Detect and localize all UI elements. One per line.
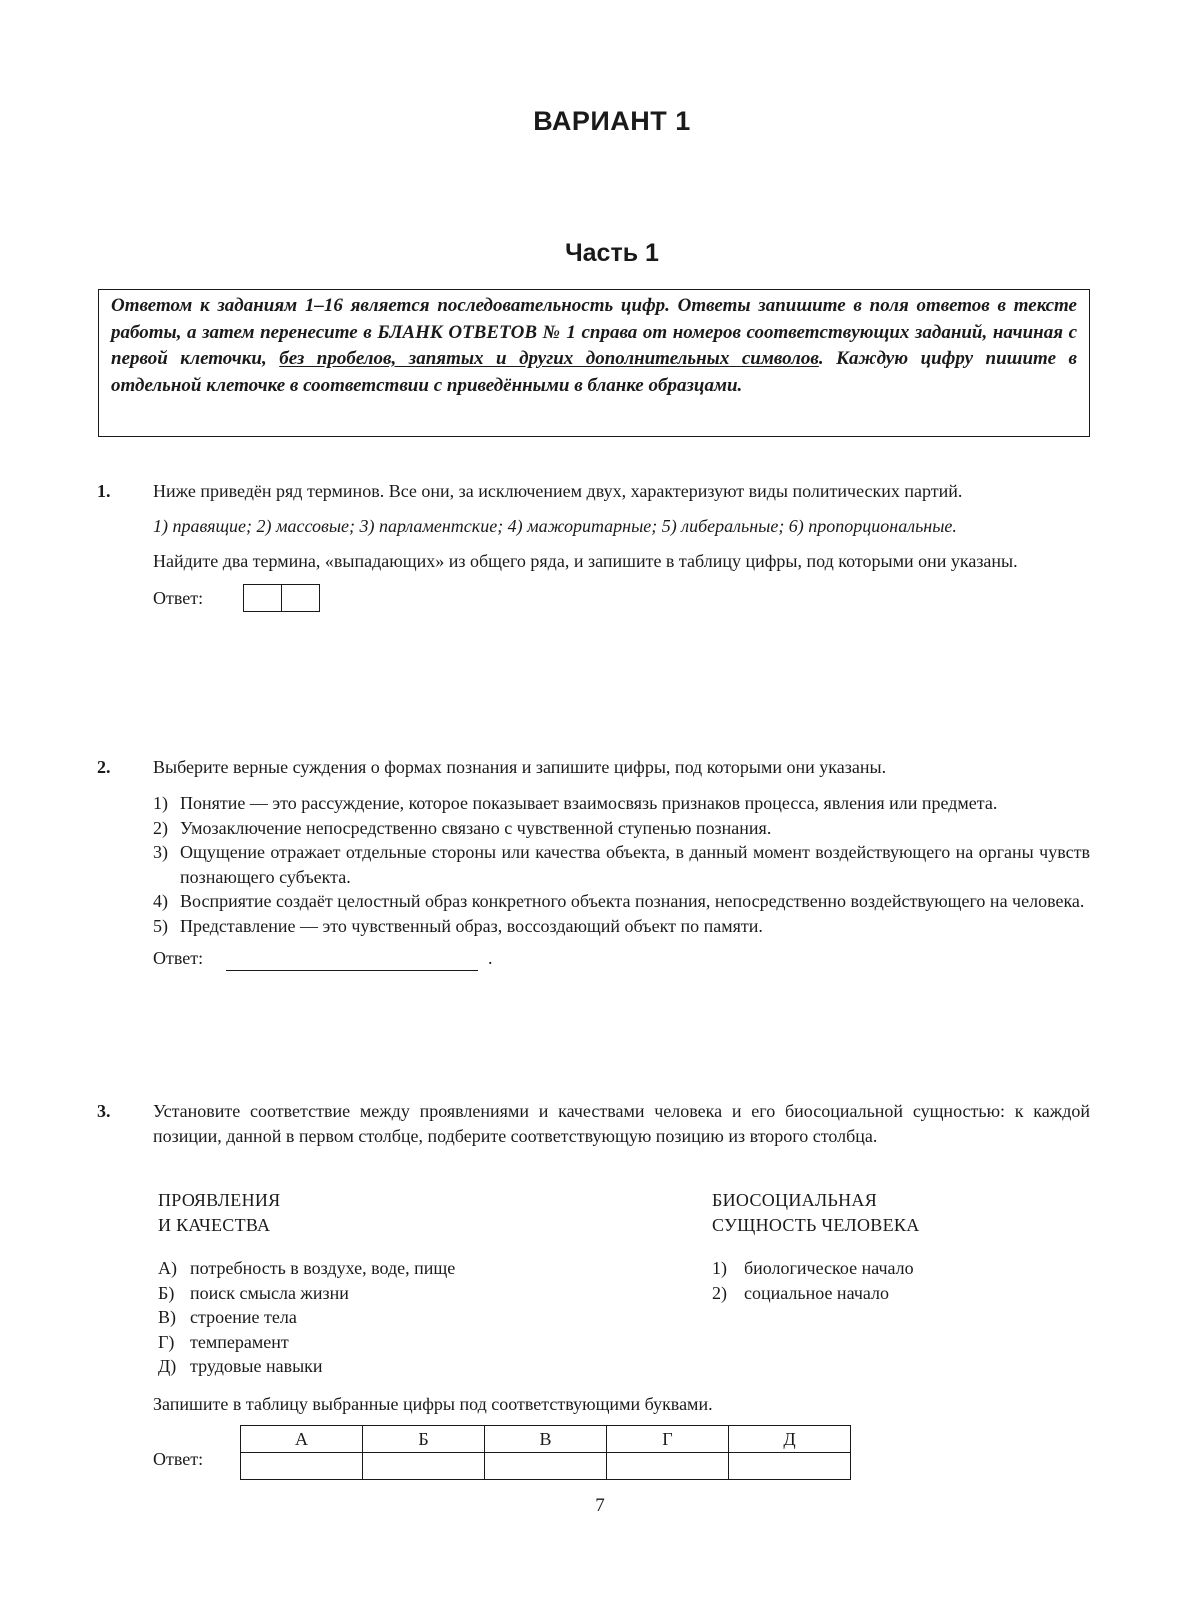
- q3-right-item-text: социальное начало: [744, 1282, 890, 1303]
- q2-option-text: Умозаключение непосредственно связано с чувственной ступенью познания.: [180, 817, 772, 838]
- q2-option: [153, 914, 1090, 939]
- q3-left-item-key: А): [158, 1258, 177, 1278]
- q2-option: [153, 840, 1090, 889]
- q3-left-item: [158, 1281, 455, 1306]
- q3-left-header: [158, 1188, 280, 1238]
- q3-left-item: [158, 1256, 455, 1281]
- answer-cell[interactable]: [281, 585, 319, 611]
- q3-left-item-key: Б): [158, 1282, 175, 1303]
- q2-option-number: 2): [153, 817, 168, 838]
- q2-option-number: 3): [153, 842, 168, 862]
- answer-cell[interactable]: [244, 585, 281, 611]
- q3-left-item: [158, 1305, 455, 1330]
- q3-left-item-text: трудовые навыки: [190, 1356, 323, 1376]
- q3-left-item-key: В): [158, 1307, 176, 1327]
- q2-option: [153, 791, 1090, 816]
- q2-answer-line[interactable]: [226, 948, 478, 971]
- q3-right-item: [712, 1256, 914, 1281]
- q3-table-letter: А: [241, 1426, 363, 1453]
- q2-answer-label: Ответ:: [153, 948, 204, 968]
- q3-answer-label: Ответ:: [153, 1449, 204, 1469]
- q2-option-number: 1): [153, 793, 168, 813]
- q3-left-header-line: И КАЧЕСТВА: [158, 1215, 271, 1235]
- instructions-underlined: без пробелов, запятых и других дополнительных символов: [279, 348, 819, 369]
- q3-right-list: [712, 1256, 914, 1305]
- q3-table-answer-row: [241, 1453, 851, 1480]
- q3-right-item-key: 2): [712, 1282, 727, 1303]
- q2-option: [153, 816, 1090, 841]
- q1-answer-boxes[interactable]: [243, 584, 320, 612]
- q3-prompt-block: [153, 1099, 1090, 1149]
- q1-number: 1.: [97, 481, 111, 501]
- q2-prompt: Выберите верные суждения о формах познания и запишите цифры, под которыми они указаны.: [153, 757, 887, 777]
- q2-answer-row: [153, 946, 1090, 971]
- q3-answer-cell[interactable]: [729, 1453, 851, 1480]
- q3-number: 3.: [97, 1101, 111, 1121]
- q3-answer-cell[interactable]: [241, 1453, 363, 1480]
- q1-terms: 1) правящие; 2) массовые; 3) парламентские; 4) мажоритарные; 5) либеральные; 6) пропорциональные.: [153, 516, 957, 536]
- instructions-box: [98, 289, 1090, 437]
- q3-table-letter: Б: [363, 1426, 485, 1453]
- q1-prompt: Ниже приведён ряд терминов. Все они, за исключением двух, характеризуют виды политических партий.: [153, 481, 963, 501]
- variant-title: ВАРИАНТ 1: [533, 106, 691, 136]
- q2-block: [153, 755, 1090, 971]
- q2-option-text: Ощущение отражает отдельные стороны или качества объекта, в данный момент воздействующего на органы чувств познающего субъекта.: [180, 842, 1090, 887]
- q2-option-text: Представление — это чувственный образ, воссоздающий объект по памяти.: [180, 915, 763, 936]
- q3-left-item-text: строение тела: [190, 1307, 297, 1327]
- q3-left-item-key: Г): [158, 1331, 175, 1352]
- q2-options: [153, 791, 1090, 938]
- q3-right-header: [712, 1188, 920, 1238]
- part-title: Часть 1: [565, 239, 659, 267]
- q2-answer-period: .: [488, 948, 493, 968]
- q3-right-item-text: биологическое начало: [744, 1258, 914, 1278]
- instructions-text-start: Ответом к заданиям 1–16 является последовательность цифр. Ответы запишите в поля ответов в тексте работы, а затем перенесите в БЛАНК ОТВЕТОВ № 1 справа от номеров соответствующих заданий, начиная с первой клеточки,: [111, 295, 1077, 369]
- q3-left-item-key: Д): [158, 1356, 177, 1376]
- q3-left-item-text: поиск смысла жизни: [190, 1282, 349, 1303]
- q3-table-letter: В: [485, 1426, 607, 1453]
- q1-block: [153, 479, 1090, 612]
- instructions-text-end: . Каждую цифру пишите в отдельной клеточке в соответствии с приведёнными в бланке образцами.: [111, 348, 1077, 396]
- q3-table-header-row: [241, 1426, 851, 1453]
- page-number: 7: [595, 1495, 605, 1516]
- q3-left-item: [158, 1330, 455, 1355]
- q3-left-header-line: ПРОЯВЛЕНИЯ: [158, 1190, 281, 1210]
- q3-prompt: Установите соответствие между проявлениями и качествами человека и его биосоциальной сущностью: к каждой позиции, данной в первом столбце, подберите соответствующую позицию из второго столбца.: [153, 1101, 1090, 1146]
- q3-right-header-line: СУЩНОСТЬ ЧЕЛОВЕКА: [712, 1215, 920, 1235]
- q3-left-item-text: темперамент: [190, 1331, 289, 1352]
- q1-task: Найдите два термина, «выпадающих» из общего ряда, и запишите в таблицу цифры, под которыми они указаны.: [153, 551, 1018, 571]
- q3-left-list: [158, 1256, 455, 1379]
- q1-answer-row: [153, 584, 1090, 612]
- q3-left-item: [158, 1354, 455, 1379]
- q3-answer-cell[interactable]: [363, 1453, 485, 1480]
- q3-table-letter: Г: [607, 1426, 729, 1453]
- q1-answer-label: Ответ:: [153, 587, 204, 608]
- q3-right-item-key: 1): [712, 1258, 727, 1278]
- instructions-text: [111, 293, 1077, 399]
- q2-option-text: Понятие — это рассуждение, которое показывает взаимосвязь признаков процесса, явления или предмета.: [180, 793, 998, 813]
- q2-number: 2.: [97, 757, 111, 777]
- q3-answer-table: [240, 1425, 851, 1480]
- q2-option-text: Восприятие создаёт целостный образ конкретного объекта познания, непосредственно воздействующего на человека.: [180, 891, 1085, 911]
- q3-right-header-line: БИОСОЦИАЛЬНАЯ: [712, 1190, 878, 1210]
- q2-option-number: 4): [153, 891, 168, 911]
- q3-right-item: [712, 1281, 914, 1306]
- q3-table-letter: Д: [729, 1426, 851, 1453]
- q2-option: [153, 889, 1090, 914]
- q3-answer-cell[interactable]: [485, 1453, 607, 1480]
- q3-answer-cell[interactable]: [607, 1453, 729, 1480]
- q3-instruction: Запишите в таблицу выбранные цифры под соответствующими буквами.: [153, 1394, 713, 1414]
- q3-left-item-text: потребность в воздухе, воде, пище: [190, 1258, 456, 1278]
- q2-option-number: 5): [153, 915, 168, 936]
